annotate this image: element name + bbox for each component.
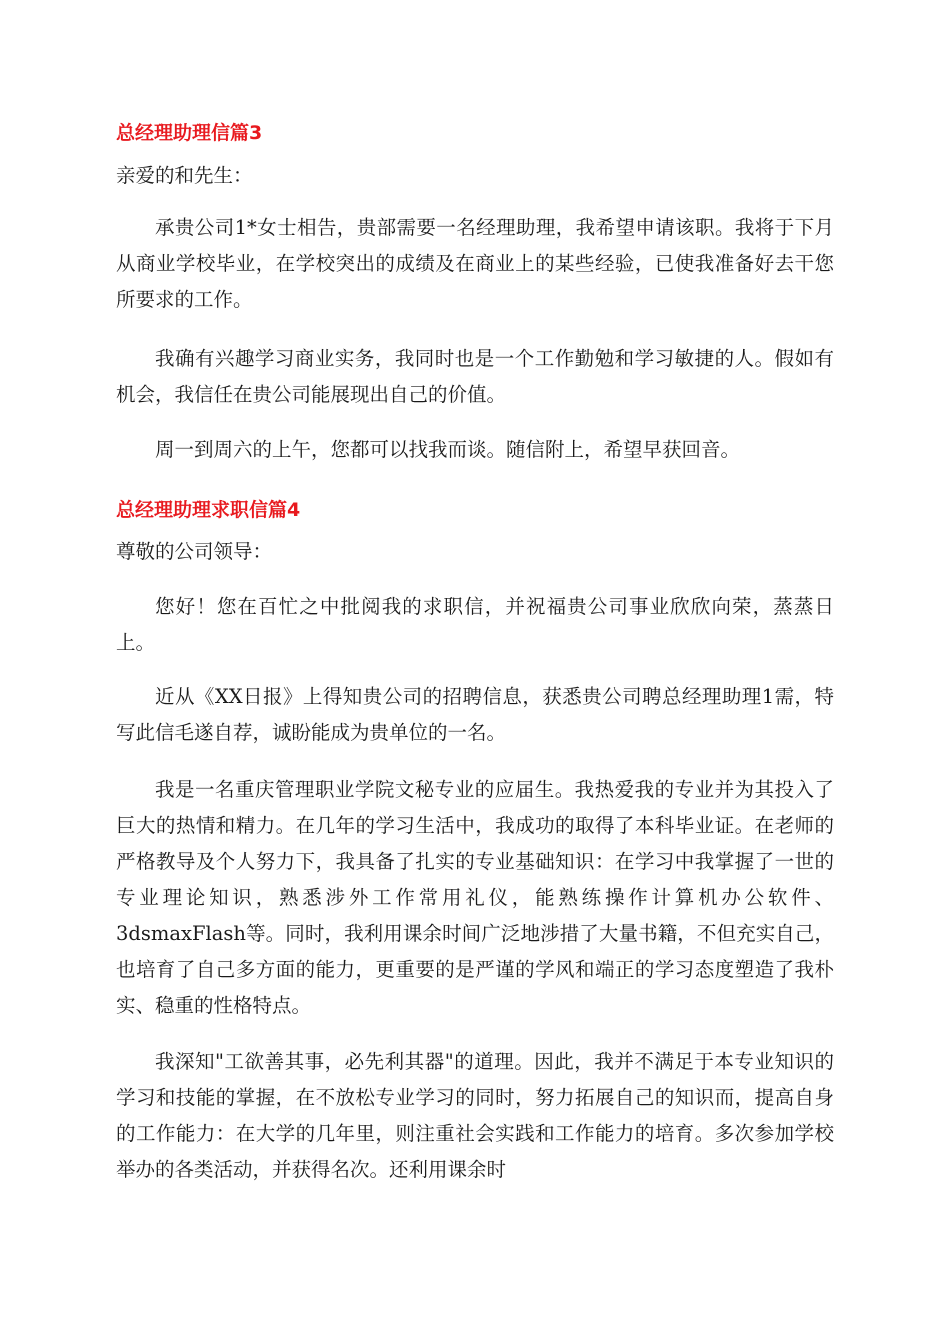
section3-salutation: 亲爱的和先生：	[116, 164, 253, 187]
section3-paragraph-3: 周一到周六的上午，您都可以找我而谈。随信附上，希望早获回音。	[155, 438, 741, 461]
section4-paragraph-4: 我深知"工欲善其事，必先利其器"的道理。因此，我并不满足于本专业知识的学习和技能的掌握，在不放松专业学习的同时，努力拓展自己的知识而，提高自身的工作能力：在大学的几年里，则注重社会实践和工作能力的培育。多次参加学校举办的各类活动，并获得名次。还利用课余时	[116, 1050, 834, 1181]
section4-heading: 总经理助理求职信篇4	[116, 499, 301, 521]
section3-paragraph-2: 我确有兴趣学习商业实务，我同时也是一个工作勤勉和学习敏捷的人。假如有机会，我信任在贵公司能展现出自己的价值。	[116, 347, 834, 406]
section4-paragraph-2: 近从《XX日报》上得知贵公司的招聘信息，获悉贵公司聘总经理助理1需，特写此信毛遂自荐，诚盼能成为贵单位的一名。	[116, 685, 834, 744]
section3-heading: 总经理助理信篇3	[116, 122, 263, 144]
section4-paragraph-1: 您好！您在百忙之中批阅我的求职信，并祝福贵公司事业欣欣向荣，蒸蒸日上。	[116, 595, 834, 654]
section4-salutation: 尊敬的公司领导：	[116, 540, 273, 563]
section3-paragraph-1: 承贵公司1*女士相告，贵部需要一名经理助理，我希望申请该职。我将于下月从商业学校毕业，在学校突出的成绩及在商业上的某些经验，已使我准备好去干您所要求的工作。	[116, 216, 834, 311]
section4-paragraph-3: 我是一名重庆管理职业学院文秘专业的应届生。我热爱我的专业并为其投入了巨大的热情和精力。在几年的学习生活中，我成功的取得了本科毕业证。在老师的严格教导及个人努力下，我具备了扎实的专业基础知识：在学习中我掌握了一世的专业理论知识，熟悉涉外工作常用礼仪，能熟练操作计算机办公软件、3dsmaxFlash等。同时，我利用课余时间广泛地涉措了大量书籍，不但充实自己，也培育了自己多方面的能力，更重要的是严谨的学风和端正的学习态度塑造了我朴实、稳重的性格特点。	[116, 778, 834, 1017]
